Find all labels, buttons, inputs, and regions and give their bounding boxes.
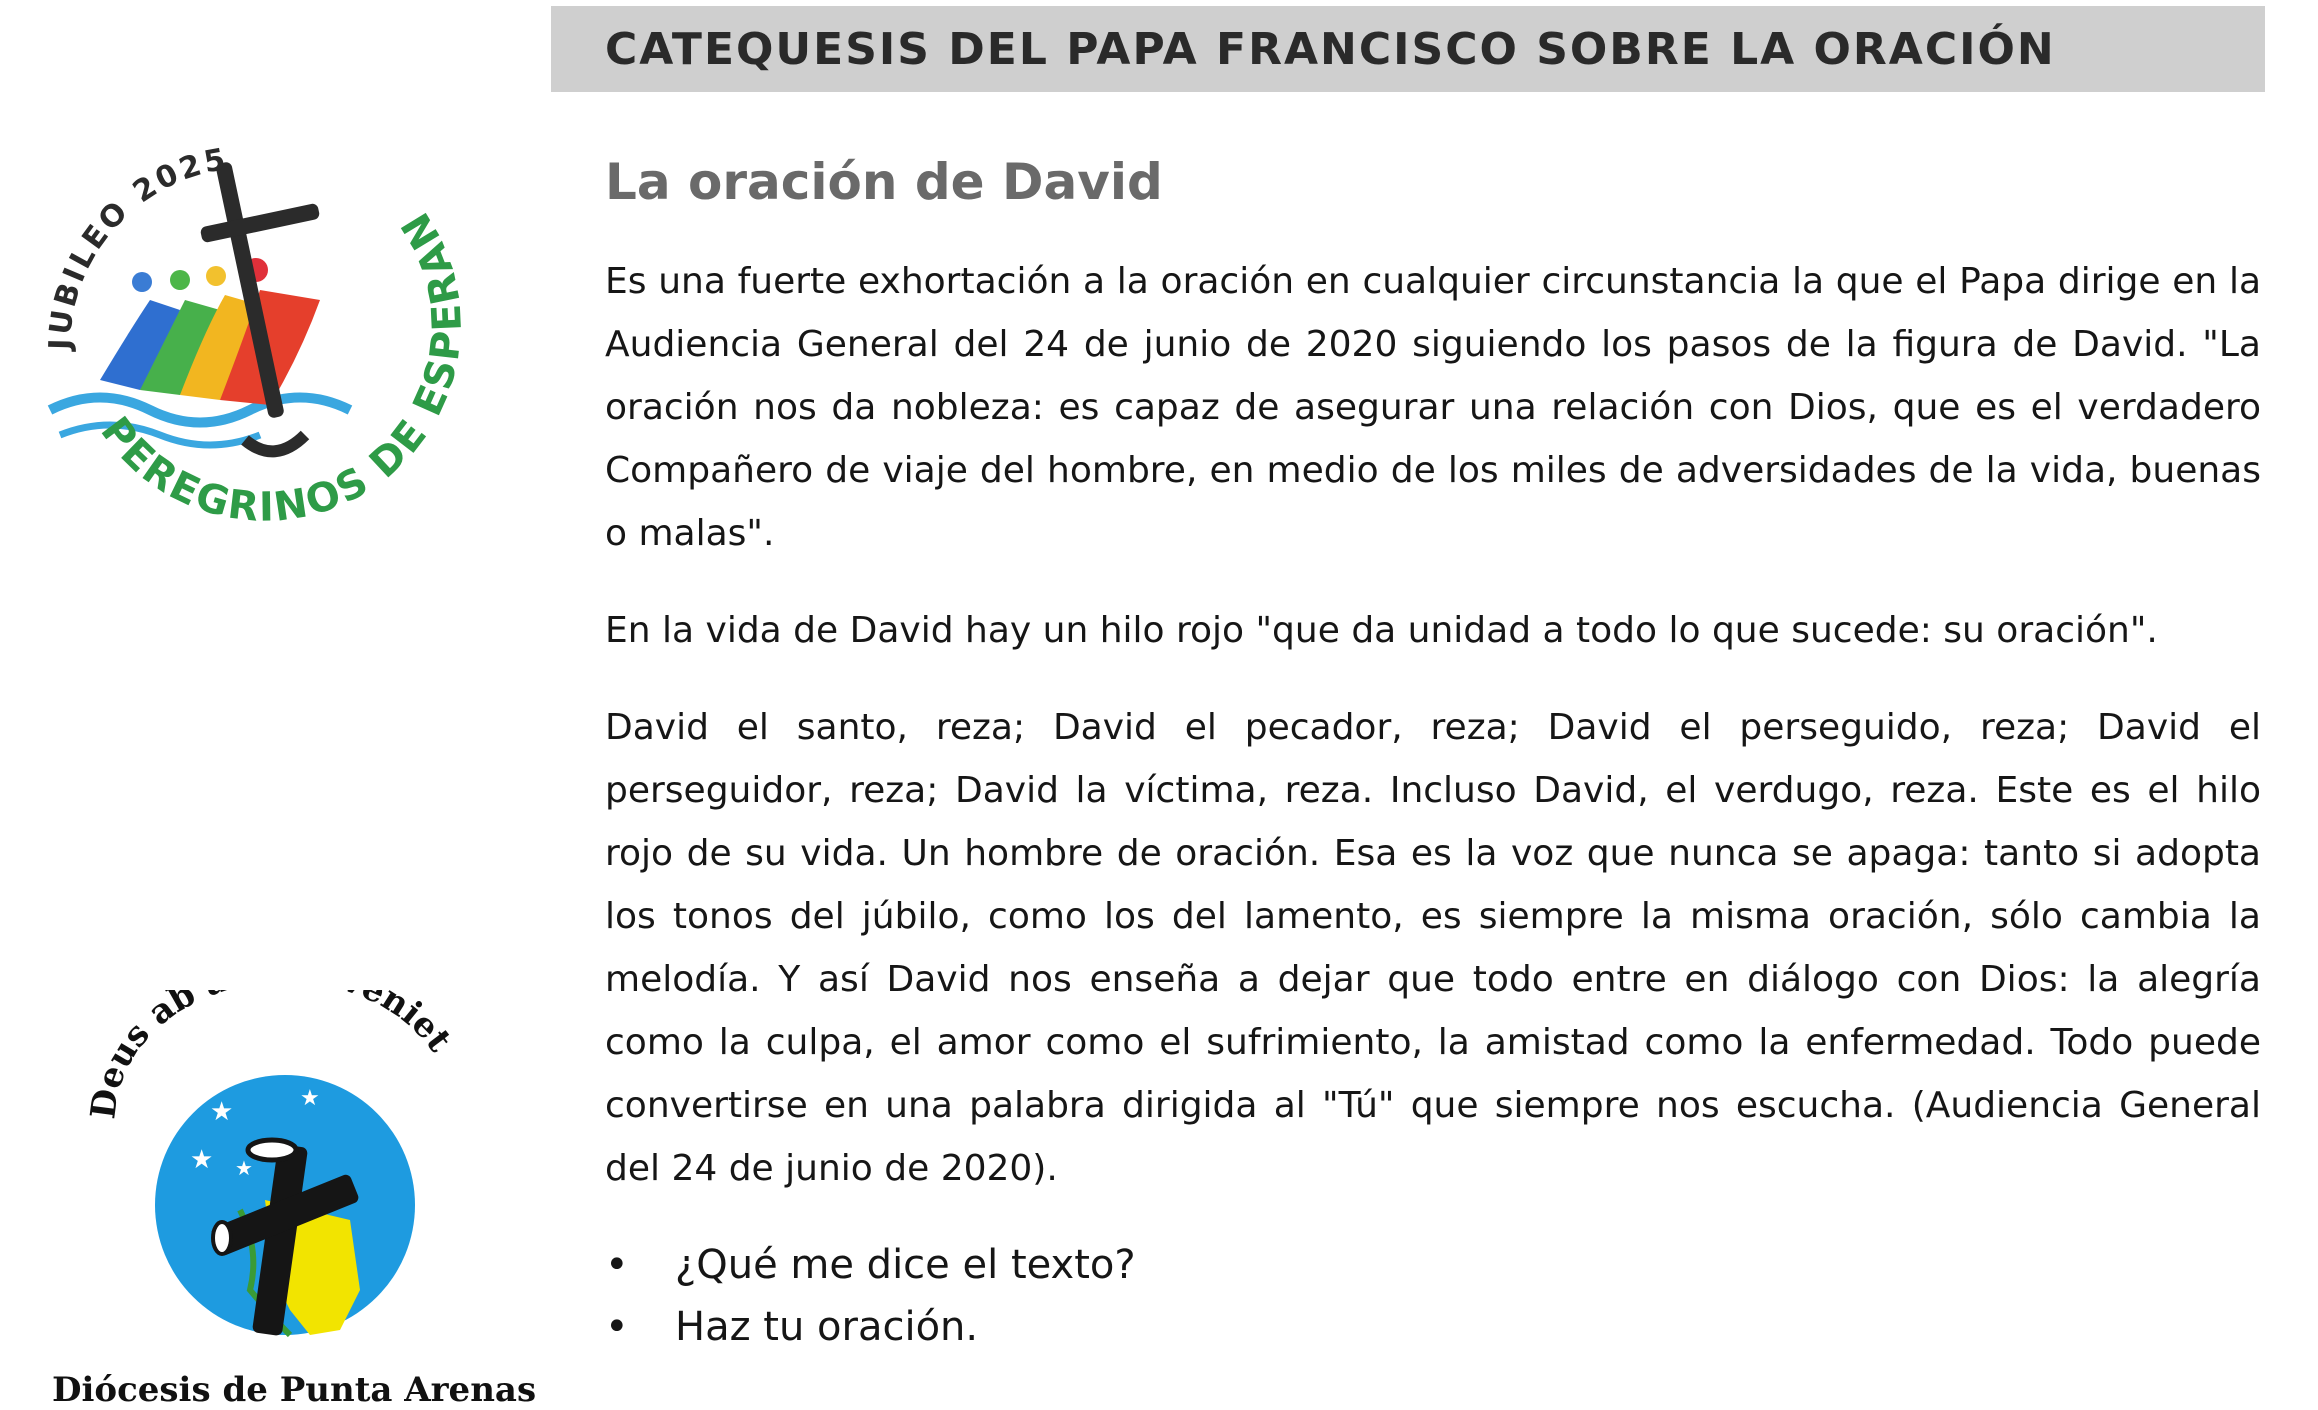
main-content	[605, 150, 2261, 1358]
list-item-text: Haz tu oración.	[675, 1304, 979, 1350]
list-item	[605, 1296, 2261, 1358]
reflection-list	[605, 1234, 2261, 1358]
diocese-motto: Deus ab niet	[83, 990, 460, 1122]
star-icon: ★	[300, 1086, 320, 1111]
paragraph-david-prays: David el santo, reza; David el pecador, reza; David el perseguido, reza; David el perseguidor, reza; David la víctima, reza. Incluso David, el verdugo, reza. Este es el hilo rojo de su vida. Un hombre de oración. Esa es la voz que nunca se apaga: tanto si adopta los tonos del júbilo, como los del lamento, es siempre la misma oración, sólo cambia la melodía. Y así David nos enseña a dejar que todo entre en diálogo con Dios: la alegría como la culpa, el amor como el sufrimiento, la amistad como la enfermedad. Todo puede convertirse en una palabra dirigida al "Tú" que siempre nos escucha. (Audiencia General del 24 de junio de 2020).	[605, 707, 2261, 1189]
diocese-logo	[60, 990, 480, 1350]
star-icon: ★	[210, 1097, 234, 1127]
bullet-icon: •	[605, 1242, 629, 1288]
jubileo-2025-logo	[30, 110, 470, 550]
list-item-text: ¿Qué me dice el texto?	[675, 1242, 1136, 1288]
jubileo-bottom-text: PEREGRINOS DE ESPERAN	[91, 202, 470, 532]
section-title: La oración de David	[605, 153, 1163, 211]
jubileo-logo-graphic	[30, 110, 470, 550]
header-bar	[551, 6, 2265, 92]
diocese-logo-graphic	[60, 990, 480, 1350]
list-item	[605, 1234, 2261, 1296]
jubileo-top-text: JUBILEO 2025	[42, 141, 231, 351]
star-icon: ★	[190, 1145, 214, 1175]
paragraph-intro: Es una fuerte exhortación a la oración en cualquier circunstancia la que el Papa dirige en la Audiencia General del 24 de junio de 2020 siguiendo los pasos de la figura de David. "La oración nos da nobleza: es capaz de asegurar una relación con Dios, que es el verdadero Compañero de viaje del hombre, en medio de los miles de adversidades de la vida, buenas o malas".	[605, 261, 2261, 554]
paragraph-red-thread: En la vida de David hay un hilo rojo "que da unidad a todo lo que sucede: su oración".	[605, 610, 2158, 651]
diocese-name: Diócesis de Punta Arenas	[52, 1370, 537, 1410]
header-title: CATEQUESIS DEL PAPA FRANCISCO SOBRE LA ORACIÓN	[605, 24, 2056, 75]
bullet-icon: •	[605, 1304, 629, 1350]
star-icon: ★	[235, 1156, 253, 1180]
